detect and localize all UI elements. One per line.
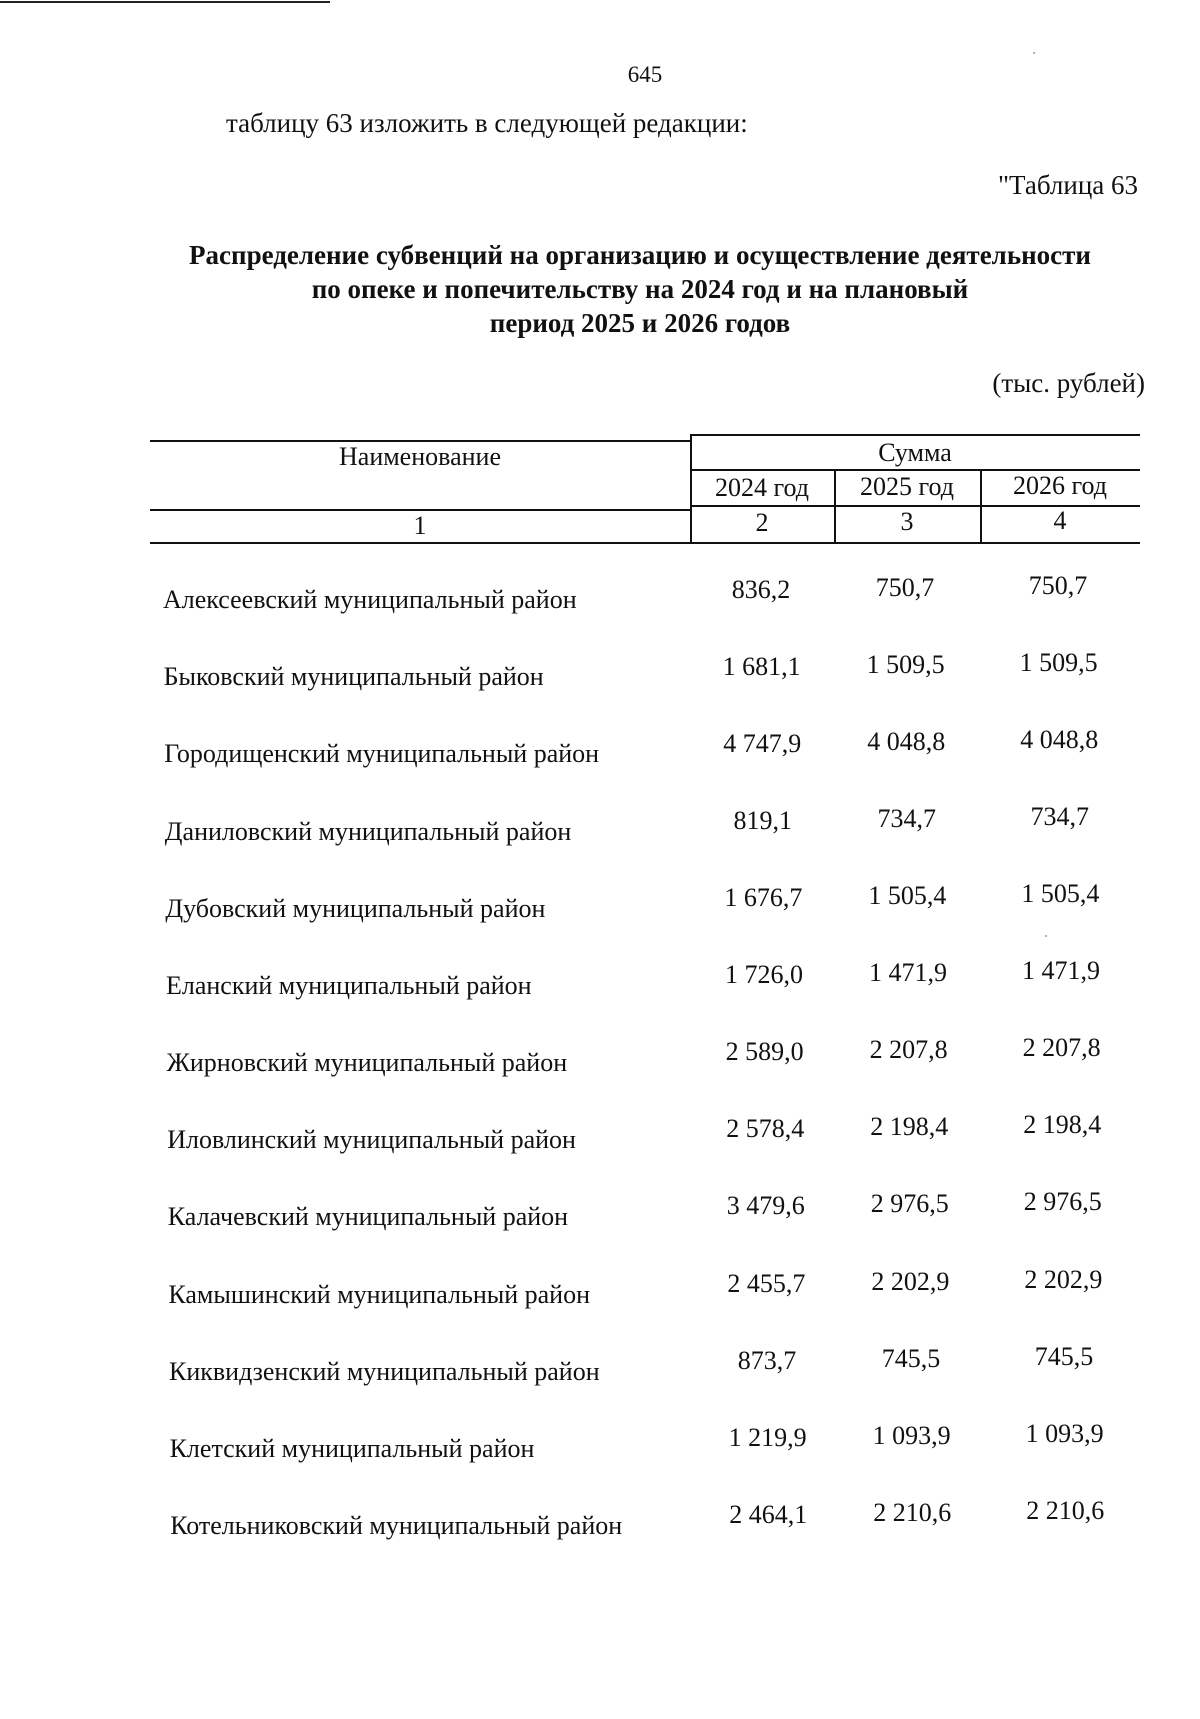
amount-2025: 2 198,4	[870, 1112, 949, 1142]
district-name: Быковский муниципальный район	[163, 662, 544, 692]
amount-2024: 836,2	[731, 575, 791, 604]
intro-text: таблицу 63 изложить в следующей редакции:	[226, 108, 748, 138]
amount-2024: 819,1	[733, 806, 793, 836]
year-header-2026: 2026 год	[1013, 471, 1107, 500]
district-name: Киквидзенский муниципальный район	[169, 1356, 600, 1386]
col-number-1: 1	[413, 511, 427, 540]
district-name: Котельниковский муниципальный район	[170, 1511, 623, 1541]
amount-2026: 2 210,6	[1026, 1495, 1105, 1525]
table-heading	[140, 238, 1140, 340]
heading-line-2: по опеке и попечительству на 2024 год и на плановый	[311, 274, 969, 304]
amount-2025: 2 210,6	[873, 1497, 952, 1527]
scan-speck	[1045, 935, 1047, 937]
name-column-header: Наименование	[339, 442, 501, 471]
col-number-3: 3	[900, 507, 914, 536]
amount-2026: 1 505,4	[1021, 879, 1100, 909]
district-name: Калачевский муниципальный район	[167, 1202, 569, 1232]
header-top-rule-right	[690, 434, 1140, 436]
amount-2026: 734,7	[1030, 802, 1090, 832]
amount-2026: 4 048,8	[1020, 725, 1099, 755]
district-name: Еланский муниципальный район	[166, 970, 532, 1000]
amount-2025: 2 976,5	[870, 1189, 949, 1219]
amount-2025: 2 207,8	[869, 1035, 948, 1065]
district-name: Дубовский муниципальный район	[165, 893, 546, 923]
district-name: Клетский муниципальный район	[169, 1433, 535, 1463]
amount-2024: 1 219,9	[728, 1422, 807, 1452]
amount-2024: 1 681,1	[722, 652, 801, 682]
amount-2025: 1 509,5	[866, 650, 945, 680]
amount-2024: 1 726,0	[725, 960, 803, 990]
amount-2025: 750,7	[875, 573, 935, 602]
amount-2024: 4 747,9	[723, 729, 802, 759]
year-header-2024: 2024 год	[715, 473, 809, 502]
header-bottom-rule	[150, 542, 1140, 544]
district-name: Иловлинский муниципальный район	[167, 1125, 576, 1155]
amount-2024: 2 589,0	[725, 1037, 804, 1067]
units-label: (тыс. рублей)	[992, 368, 1145, 398]
col-number-4: 4	[1053, 506, 1067, 535]
amount-2026: 2 202,9	[1024, 1264, 1103, 1294]
amount-2024: 2 578,4	[726, 1114, 805, 1144]
district-name: Даниловский муниципальный район	[164, 816, 572, 846]
amount-2025: 734,7	[877, 804, 937, 834]
col-number-2: 2	[755, 508, 769, 537]
amount-2026: 1 093,9	[1025, 1418, 1104, 1448]
amount-2024: 2 464,1	[729, 1499, 808, 1529]
amount-2026: 1 509,5	[1019, 648, 1098, 678]
heading-line-1: Распределение субвенций на организацию и осуществление деятельности	[189, 240, 1091, 270]
page-number: 645	[627, 62, 663, 87]
heading-line-3: период 2025 и 2026 годов	[489, 308, 791, 338]
amount-2024: 3 479,6	[726, 1191, 805, 1221]
amount-2026: 2 198,4	[1023, 1110, 1102, 1140]
district-name: Городищенский муниципальный район	[164, 739, 600, 769]
district-name: Камышинский муниципальный район	[168, 1279, 590, 1309]
scan-edge-line	[0, 1, 330, 3]
amount-2026: 750,7	[1028, 571, 1088, 600]
amount-2025: 2 202,9	[871, 1266, 950, 1296]
year-header-2025: 2025 год	[860, 472, 954, 501]
amount-2025: 1 471,9	[869, 958, 947, 988]
sum-column-header: Сумма	[878, 438, 952, 467]
table-reference: "Таблица 63	[998, 170, 1138, 200]
amount-2025: 1 505,4	[868, 881, 947, 911]
scan-speck	[1033, 52, 1035, 54]
amount-2025: 1 093,9	[872, 1420, 951, 1450]
amount-2024: 873,7	[737, 1345, 797, 1375]
amount-2026: 2 207,8	[1022, 1033, 1101, 1063]
district-name: Жирновский муниципальный район	[166, 1048, 568, 1078]
district-name: Алексеевский муниципальный район	[163, 585, 577, 614]
amount-2025: 4 048,8	[867, 727, 946, 757]
amount-2025: 745,5	[881, 1343, 941, 1373]
amount-2026: 2 976,5	[1023, 1187, 1102, 1217]
amount-2024: 2 455,7	[727, 1268, 806, 1298]
amount-2026: 745,5	[1034, 1341, 1094, 1371]
amount-2026: 1 471,9	[1022, 956, 1100, 986]
amount-2024: 1 676,7	[724, 883, 803, 913]
